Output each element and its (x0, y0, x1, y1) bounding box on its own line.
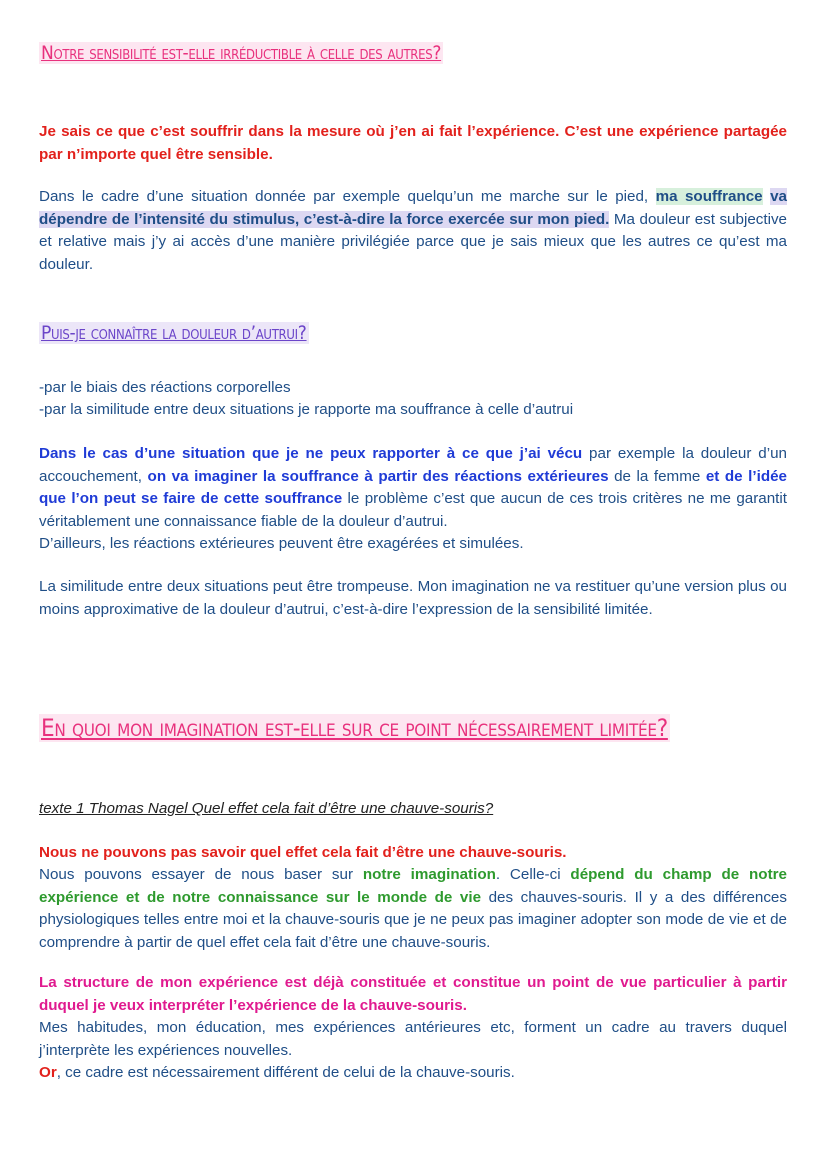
section-title-douleur-autrui: Puis-je connaître la douleur d’autrui? (41, 322, 307, 344)
section-title-imagination: En quoi mon imagination est-elle sur ce point nécessairement limitée? (41, 714, 668, 742)
text-span: par exemple la douleur d’un accouchement, (39, 445, 787, 485)
highlight-green: ma souffrance (655, 188, 763, 205)
bold-span: on va imaginer la souffrance à partir des réactions extérieures (147, 467, 609, 485)
bold-span: Dans le cas d’une situation que je ne peux rapporter à ce que j’ai vécu (39, 445, 583, 462)
pink-statement: La structure de mon expérience est déjà constituée et constitue un point de vue particulier à partir duquel je veux interpréter l’expérience de la chauve-souris. (39, 974, 787, 1014)
paragraph-conclusion (39, 1062, 787, 1085)
text-span: Nous pouvons essayer de nous baser sur (39, 866, 363, 883)
text-span: Dans le cadre d’une situation donnée par exemple quelqu’un me marche sur le pied, (39, 188, 656, 205)
paragraph-nagel (39, 864, 787, 954)
paragraph-line: D’ailleurs, les réactions extérieures peuvent être exagérées et simulées. (39, 535, 524, 552)
text-span: le problème c’est que aucun de ces trois critères ne me garantit véritablement une connaissance fiable de la douleur d’autrui. (39, 490, 787, 530)
bold-span: et de l’idée que l’on peut se faire de cette souffrance (39, 467, 787, 508)
paragraph-nagel-claim (39, 842, 787, 865)
highlight-purple: va dépendre de l’intensité du stimulus, c’est-à-dire la force exercée sur mon pied. (39, 188, 787, 228)
list-item: -par la similitude entre deux situations je rapporte ma souffrance à celle d’autrui (39, 401, 574, 418)
text-reference (39, 798, 787, 821)
or-keyword: Or (39, 1064, 57, 1081)
paragraph-structure (39, 972, 787, 1017)
text-span: Ma douleur est subjective et relative mais j’y ai accès d’une manière privilégiée parce que je sais mieux que les autres ce qu’est ma douleur. (39, 210, 787, 273)
lead-statement: Je sais ce que c’est souffrir dans la mesure où j’en ai fait l’expérience. C’est une expérience partagée par n’importe quel être sensible. (39, 123, 787, 163)
paragraph-lead (39, 121, 787, 166)
text-span: , ce cadre est nécessairement différent de celui de la chauve-souris. (56, 1064, 515, 1081)
reference-title: texte 1 Thomas Nagel Quel effet cela fait d’être une chauve-souris? (39, 800, 494, 817)
text-span: de la femme (608, 467, 706, 485)
section-title-sensibilite: Notre sensibilité est-elle irréductible à celle des autres? (41, 42, 442, 64)
text-span: des chauves-souris. Il y a des différences physiologiques telles entre moi et la chauve-souris que je ne peux pas imaginer adopter son mode de vie et de comprendre à partir de quel effet cela fait d’être une chauve-souris. (39, 888, 787, 951)
green-span: dépend du champ de notre expérience et de notre connaissance sur le monde de vie (39, 866, 787, 906)
paragraph-souffrance (39, 186, 787, 276)
red-statement: Nous ne pouvons pas savoir quel effet cela fait d’être une chauve-souris. (39, 844, 567, 861)
paragraph-habitudes: Mes habitudes, mon éducation, mes expériences antérieures etc, forment un cadre au travers duquel j’interprète les expériences nouvelles. (39, 1019, 787, 1059)
green-span: notre imagination (362, 866, 496, 883)
list-item: -par le biais des réactions corporelles (39, 379, 291, 396)
paragraph-accouchement (39, 443, 787, 533)
paragraph-similitude: La similitude entre deux situations peut être trompeuse. Mon imagination ne va restituer qu’une version plus ou moins approximative de la douleur d’autrui, c’est-à-dire l’expression de la sensibilité limitée. (39, 578, 787, 618)
text-span: . Celle-ci (495, 866, 571, 883)
